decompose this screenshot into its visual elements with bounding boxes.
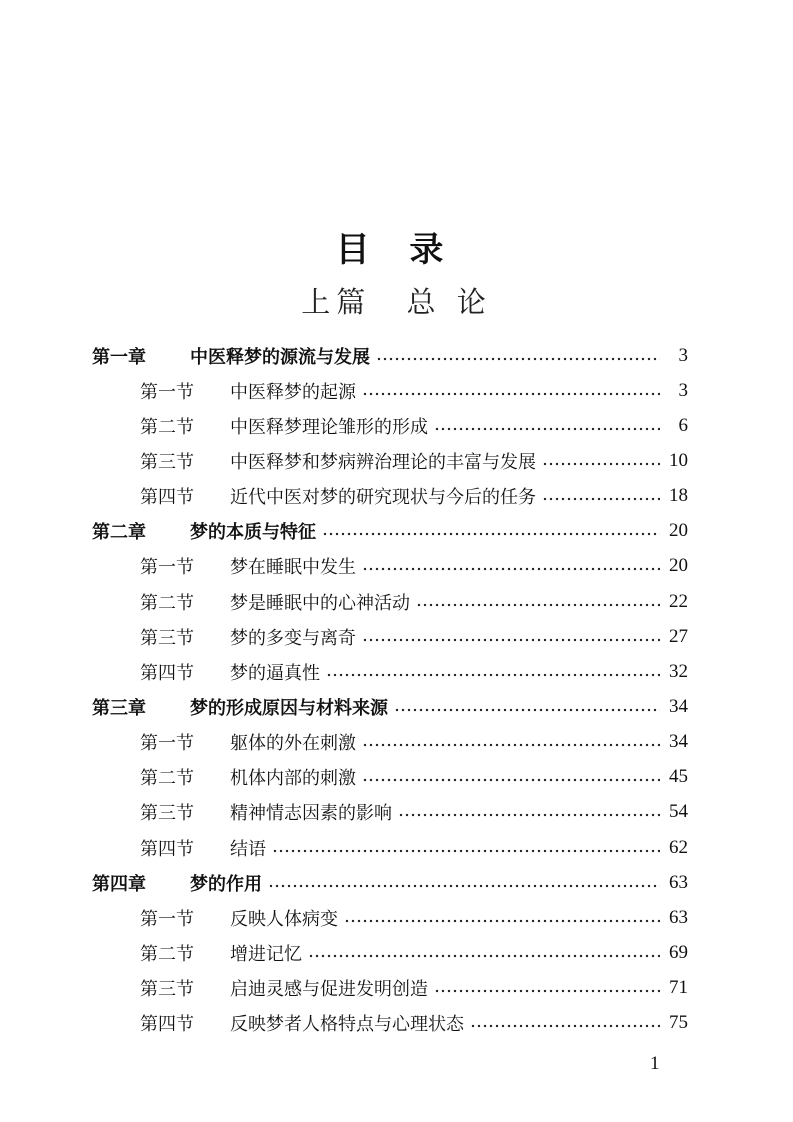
toc-chapter-entry[interactable] <box>92 689 688 724</box>
entry-title: 中医释梦的源流与发展 <box>190 346 370 368</box>
dot-leader <box>394 708 660 712</box>
entry-title: 增进记忆 <box>230 943 302 965</box>
dot-leader <box>308 954 660 958</box>
entry-title: 梦的多变与离奇 <box>230 627 356 649</box>
dot-leader <box>268 884 660 888</box>
entry-label: 第三章 <box>92 697 146 719</box>
dot-leader <box>362 778 660 782</box>
dot-leader <box>344 919 660 923</box>
entry-label: 第四节 <box>140 838 194 860</box>
dot-leader <box>322 532 660 536</box>
dot-leader <box>376 357 660 361</box>
entry-page: 63 <box>669 871 688 893</box>
entry-title: 结语 <box>230 838 266 860</box>
entry-page: 62 <box>669 836 688 858</box>
entry-page: 32 <box>669 660 688 682</box>
dot-leader <box>326 673 660 677</box>
entry-page: 20 <box>669 555 688 577</box>
dot-leader <box>362 567 660 571</box>
entry-title: 反映人体病变 <box>230 908 338 930</box>
entry-page: 71 <box>669 977 688 999</box>
entry-page: 6 <box>678 414 688 436</box>
toc-section-entry[interactable] <box>92 654 688 689</box>
toc-section-entry[interactable] <box>92 725 688 760</box>
dot-leader <box>434 989 660 993</box>
entry-title: 精神情志因素的影响 <box>230 803 392 825</box>
table-of-contents <box>92 338 688 1041</box>
dot-leader <box>362 392 660 396</box>
entry-title: 启迪灵感与促进发明创造 <box>230 979 428 1001</box>
toc-section-entry[interactable] <box>92 971 688 1006</box>
toc-chapter-entry[interactable] <box>92 338 688 373</box>
entry-page: 69 <box>669 941 688 963</box>
entry-title: 梦的作用 <box>190 873 262 895</box>
toc-section-entry[interactable] <box>92 549 688 584</box>
entry-title: 梦是睡眠中的心神活动 <box>230 592 410 614</box>
entry-page: 75 <box>669 1012 688 1034</box>
toc-section-entry[interactable] <box>92 408 688 443</box>
entry-label: 第一节 <box>140 908 194 930</box>
toc-section-entry[interactable] <box>92 443 688 478</box>
toc-section-entry[interactable] <box>92 760 688 795</box>
entry-title: 躯体的外在刺激 <box>230 733 356 755</box>
entry-page: 34 <box>669 731 688 753</box>
page-number: 1 <box>650 1053 660 1074</box>
entry-label: 第三节 <box>140 979 194 1001</box>
entry-page: 3 <box>678 344 688 366</box>
dot-leader <box>416 603 660 607</box>
entry-label: 第二章 <box>92 522 146 544</box>
entry-page: 10 <box>669 449 688 471</box>
dot-leader <box>362 743 660 747</box>
toc-section-entry[interactable] <box>92 935 688 970</box>
entry-title: 梦在睡眠中发生 <box>230 557 356 579</box>
entry-label: 第四章 <box>92 873 146 895</box>
dot-leader <box>434 427 660 431</box>
entry-title: 中医释梦理论雏形的形成 <box>230 416 428 438</box>
toc-section-entry[interactable] <box>92 795 688 830</box>
entry-title: 梦的形成原因与材料来源 <box>190 697 388 719</box>
dot-leader <box>470 1024 660 1028</box>
entry-label: 第一节 <box>140 733 194 755</box>
entry-page: 34 <box>669 695 688 717</box>
entry-title: 近代中医对梦的研究现状与今后的任务 <box>230 487 536 509</box>
entry-page: 45 <box>669 766 688 788</box>
dot-leader <box>272 849 660 853</box>
entry-label: 第一章 <box>92 346 146 368</box>
entry-page: 22 <box>669 590 688 612</box>
entry-page: 54 <box>669 801 688 823</box>
entry-label: 第四节 <box>140 662 194 684</box>
entry-label: 第二节 <box>140 416 194 438</box>
entry-page: 18 <box>669 485 688 507</box>
part-heading <box>0 280 793 321</box>
toc-section-entry[interactable] <box>92 830 688 865</box>
dot-leader <box>542 497 660 501</box>
entry-label: 第四节 <box>140 487 194 509</box>
page-title: 目 录 <box>335 230 458 270</box>
entry-title: 中医释梦的起源 <box>230 381 356 403</box>
toc-section-entry[interactable] <box>92 1006 688 1041</box>
toc-section-entry[interactable] <box>92 584 688 619</box>
entry-label: 第二节 <box>140 943 194 965</box>
entry-label: 第三节 <box>140 627 194 649</box>
dot-leader <box>362 638 660 642</box>
toc-section-entry[interactable] <box>92 373 688 408</box>
entry-label: 第三节 <box>140 803 194 825</box>
toc-section-entry[interactable] <box>92 900 688 935</box>
entry-page: 63 <box>669 906 688 928</box>
toc-section-entry[interactable] <box>92 619 688 654</box>
dot-leader <box>542 462 660 466</box>
entry-label: 第一节 <box>140 557 194 579</box>
part-name: 总 论 <box>406 285 492 319</box>
entry-title: 梦的本质与特征 <box>190 522 316 544</box>
entry-label: 第二节 <box>140 768 194 790</box>
toc-section-entry[interactable] <box>92 479 688 514</box>
entry-page: 27 <box>669 625 688 647</box>
entry-title: 反映梦者人格特点与心理状态 <box>230 1014 464 1036</box>
entry-label: 第三节 <box>140 451 194 473</box>
entry-label: 第四节 <box>140 1014 194 1036</box>
toc-chapter-entry[interactable] <box>92 514 688 549</box>
entry-label: 第二节 <box>140 592 194 614</box>
entry-page: 20 <box>669 520 688 542</box>
entry-title: 中医释梦和梦病辨治理论的丰富与发展 <box>230 451 536 473</box>
part-label: 上篇 <box>301 285 372 319</box>
entry-page: 3 <box>678 379 688 401</box>
toc-chapter-entry[interactable] <box>92 865 688 900</box>
entry-label: 第一节 <box>140 381 194 403</box>
dot-leader <box>398 813 660 817</box>
entry-title: 机体内部的刺激 <box>230 768 356 790</box>
entry-title: 梦的逼真性 <box>230 662 320 684</box>
